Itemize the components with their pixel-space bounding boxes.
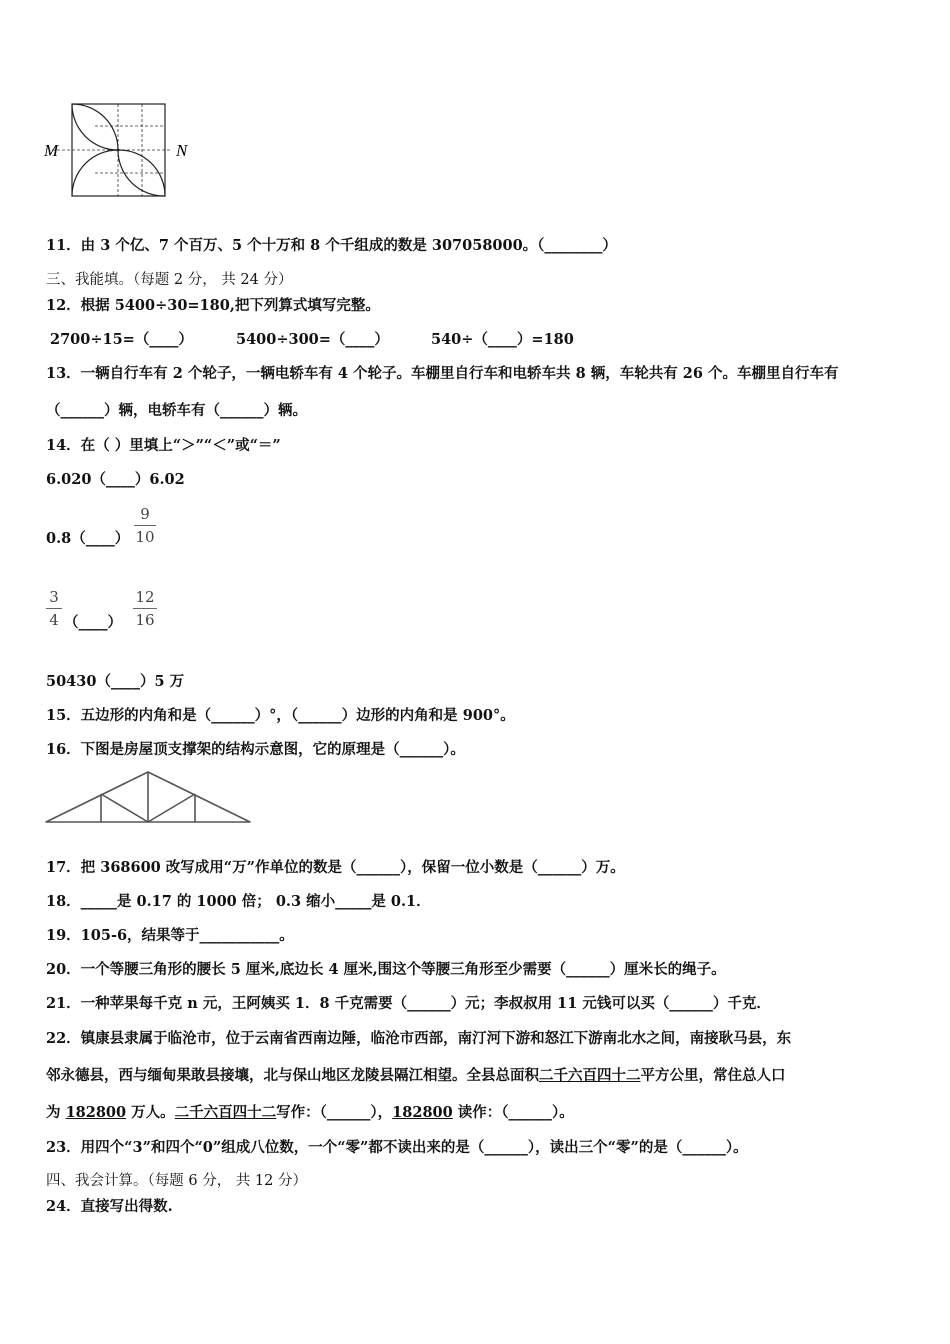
underlined-area: 二千六百四十二: [539, 1067, 641, 1084]
section-4-heading: 四、我会计算。（每题 6 分， 共 12 分）: [46, 1173, 307, 1189]
grid-arc-figure: [40, 98, 200, 202]
fraction-numerator: 9: [140, 505, 150, 523]
section-3-heading: 三、我能填。（每题 2 分， 共 24 分）: [46, 272, 293, 288]
question-13-line2: （______）辆，电轿车有（______）辆。: [46, 402, 307, 419]
question-17: 17．把 368600 改写成用“万”作单位的数是（______），保留一位小数是（______）万。: [46, 859, 625, 876]
question-14-a: 6.020（____）6.02: [46, 471, 185, 488]
question-22-line1: 22．镇康县隶属于临沧市，位于云南省西南边陲，临沧市西部，南汀河下游和怒江下游南北水之间，南接耿马县，东: [46, 1030, 792, 1047]
fraction-3-4: [46, 588, 62, 629]
question-19: 19．105-6，结果等于___________。: [46, 927, 294, 944]
fraction-numerator: 12: [135, 588, 155, 606]
question-15: 15．五边形的内角和是（______）°，（______）边形的内角和是 900°。: [46, 707, 515, 724]
question-20: 20．一个等腰三角形的腰长 5 厘米,底边长 4 厘米,围这个等腰三角形至少需要（______）厘米长的绳子。: [46, 961, 726, 978]
question-12-c: 540÷（____）=180: [431, 331, 574, 348]
question-24: 24．直接写出得数.: [46, 1198, 173, 1215]
question-11: 11．由 3 个亿、7 个百万、5 个十万和 8 个千组成的数是 307058000。（________）: [46, 237, 617, 254]
text-segment: 读作：（______）。: [452, 1104, 574, 1121]
question-14-d: 50430（____）5 万: [46, 673, 185, 690]
question-13-line1: 13．一辆自行车有 2 个轮子，一辆电轿车有 4 个轮子。车棚里自行车和电轿车共 8 辆，车轮共有 26 个。车棚里自行车有: [46, 365, 839, 382]
text-segment: 写作：（______），: [276, 1104, 393, 1121]
label-m: M: [44, 141, 59, 160]
fraction-numerator: 3: [49, 588, 59, 606]
question-18: 18．_____是 0.17 的 1000 倍； 0.3 缩小_____是 0.1．: [46, 893, 431, 910]
text-segment: 为: [46, 1104, 66, 1121]
question-14-c-blank: （____）: [64, 614, 122, 631]
question-23: 23．用四个“3”和四个“0”组成八位数，一个“零”都不读出来的是（______），读出三个“零”的是（______）。: [46, 1139, 748, 1156]
question-14: 14．在（ ）里填上“＞”“＜”或“＝”: [46, 437, 281, 454]
question-12-a: 2700÷15=（____）: [50, 331, 193, 348]
underlined-population-2: 182800: [392, 1104, 453, 1121]
roof-truss-figure: [44, 768, 254, 828]
fraction-denominator: 10: [135, 528, 155, 546]
question-16: 16．下图是房屋顶支撑架的结构示意图，它的原理是（______）。: [46, 741, 465, 758]
underlined-population: 182800: [65, 1104, 127, 1121]
text-segment: 万人。: [126, 1104, 175, 1121]
question-22-line3: [46, 1103, 574, 1123]
question-14-b: 0.8（____）: [46, 530, 130, 547]
question-21: 21．一种苹果每千克 n 元，王阿姨买 1．8 千克需要（______）元；李叔叔用 11 元钱可以买（______）千克．: [46, 995, 771, 1012]
fraction-denominator: 16: [135, 611, 155, 629]
text-segment: 平方公里，常住总人口: [640, 1067, 786, 1084]
underlined-area-words: 二千六百四十二: [174, 1104, 277, 1121]
question-22-line2: [46, 1066, 786, 1086]
text-segment: 邻永德县，西与缅甸果敢县接壤，北与保山地区龙陵县隔江相望。全县总面积: [46, 1067, 539, 1084]
fraction-12-16: [133, 588, 157, 629]
question-12: 12．根据 5400÷30=180,把下列算式填写完整。: [46, 297, 380, 314]
fraction-denominator: 4: [49, 611, 59, 629]
label-n: N: [176, 141, 188, 160]
question-12-b: 5400÷300=（____）: [236, 331, 389, 348]
fraction-9-10: [134, 505, 156, 546]
